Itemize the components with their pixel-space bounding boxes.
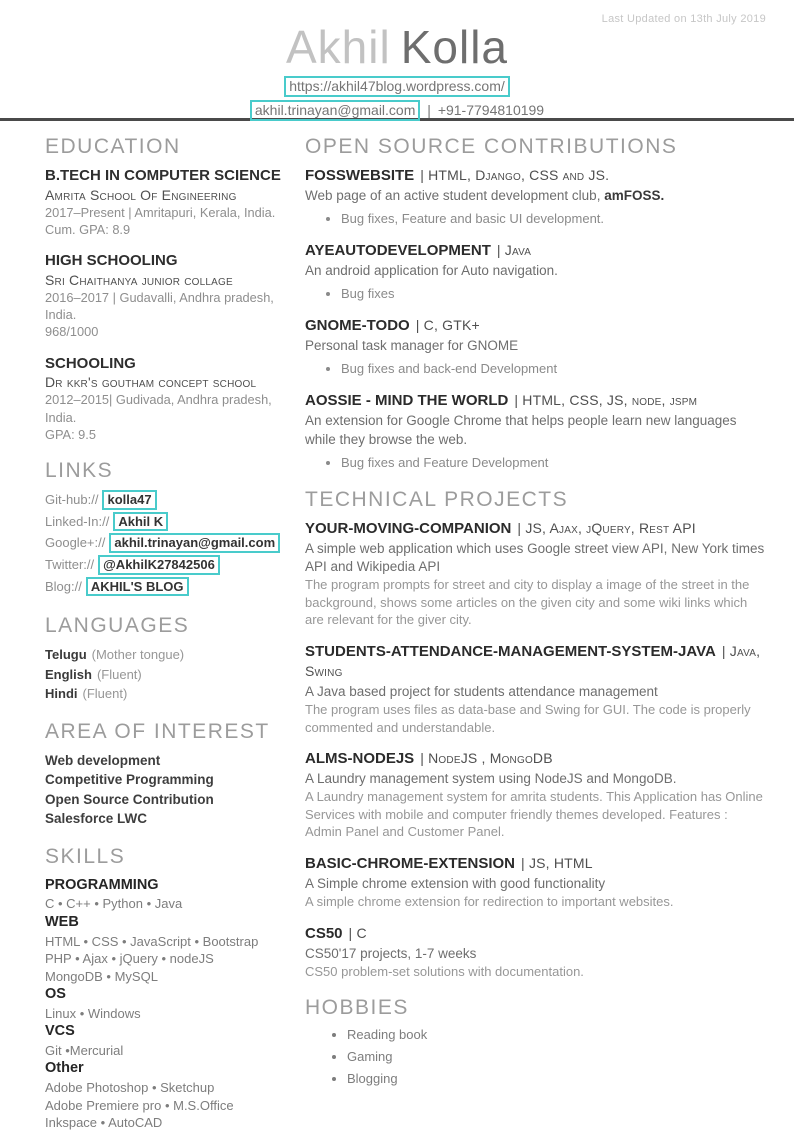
skill-line: Git •Mercurial — [45, 1042, 124, 1058]
project-description: A Java based project for students attendance management — [305, 683, 658, 699]
open-source-heading: OPEN SOURCE CONTRIBUTIONS — [305, 135, 678, 158]
skill-line: Adobe Photoshop • Sketchup — [45, 1080, 215, 1095]
project-tech: | HTML, Django, CSS and JS. — [420, 167, 610, 183]
bullet-item: • Bug fixes — [341, 286, 766, 303]
education-score: Cum. GPA: 8.9 — [45, 221, 131, 237]
language-level: (Mother tongue) — [91, 647, 185, 663]
project-bullets — [305, 361, 766, 378]
open-source-entry — [305, 391, 766, 471]
language-level: (Fluent) — [96, 666, 142, 682]
technical-project-entry — [305, 749, 766, 841]
education-entry — [45, 354, 291, 443]
project-title: AOSSIE - MIND THE WORLD — [305, 392, 509, 410]
project-description: An extension for Google Chrome that helps people learn new languages while they browse the web. — [305, 413, 737, 447]
degree-title: SCHOOLING — [45, 354, 136, 372]
project-head — [305, 924, 766, 944]
technical-project-entry — [305, 519, 766, 629]
skill-group-name: PROGRAMMING — [45, 876, 159, 893]
education-meta: 2017–Present | Amritapuri, Kerala, India. — [45, 204, 276, 220]
project-detail: The program uses files as data-base and Swing for GUI. The code is properly commented and understandable. — [305, 701, 751, 735]
skill-group-name: VCS — [45, 1023, 75, 1040]
section-links — [45, 459, 291, 598]
project-head — [305, 854, 766, 874]
project-title: FOSSWEBSITE — [305, 167, 415, 184]
project-tech: | NodeJS , MongoDB — [420, 750, 553, 767]
project-tech: | JS, Ajax, jQuery, Rest API — [517, 519, 696, 536]
project-detail: CS50 problem-set solutions with documentation. — [305, 963, 584, 979]
link-row-googleplus — [45, 533, 291, 555]
project-head — [305, 391, 766, 411]
hobbies-heading: HOBBIES — [305, 996, 409, 1020]
project-head — [305, 519, 766, 539]
section-skills — [45, 845, 291, 1132]
right-column — [305, 135, 766, 1148]
project-title: YOUR-MOVING-COMPANION — [305, 519, 512, 537]
header — [0, 0, 794, 118]
project-description: A Laundry management system using NodeJS and MongoDB. — [305, 771, 677, 787]
bullet-item: • Bug fixes and Feature Development — [341, 455, 766, 472]
languages-heading: LANGUAGES — [45, 614, 190, 638]
open-source-entry — [305, 241, 766, 303]
skill-line: HTML • CSS • JavaScript • Bootstrap — [45, 933, 259, 949]
interest-item: Competitive Programming — [45, 772, 214, 788]
project-description: A simple web application which uses Google street view API, New York times API and Wikipedia API — [305, 540, 765, 574]
skill-group-web — [45, 913, 291, 985]
project-detail: A Laundry management system for amrita students. This Application has Online Services with mobile and computer friendly themes developed. Features : Admin Panel and Customer Panel. — [305, 789, 763, 840]
project-tech: | Java, Swing — [305, 642, 761, 679]
linkedin-link[interactable]: Akhil K — [113, 512, 168, 532]
link-row-twitter — [45, 555, 291, 577]
project-head — [305, 749, 766, 769]
skill-group-name: WEB — [45, 914, 79, 931]
link-label: Twitter:// — [45, 556, 95, 572]
degree-title: HIGH SCHOOLING — [45, 252, 178, 270]
project-title: AYEAUTODEVELOPMENT — [305, 242, 491, 260]
hobby-list — [305, 1027, 766, 1088]
language-name: Hindi — [45, 686, 78, 702]
section-hobbies — [305, 996, 766, 1088]
skill-group-name: OS — [45, 986, 66, 1003]
project-tech: | C, GTK+ — [415, 317, 480, 334]
twitter-link[interactable]: @AkhilK27842506 — [98, 555, 220, 575]
contact-email-row — [0, 100, 794, 121]
link-label: Blog:// — [45, 578, 82, 594]
link-row-blog — [45, 577, 291, 599]
project-title: GNOME-TODO — [305, 317, 410, 335]
project-tech: | C — [348, 924, 367, 941]
description-text: Web page of an active student development club, — [305, 188, 605, 203]
interest-item: Web development — [45, 752, 161, 768]
interest-item: Salesforce LWC — [45, 811, 148, 827]
section-technical-projects — [305, 488, 766, 981]
technical-project-entry — [305, 924, 766, 981]
bullet-item: • Bug fixes, Feature and basic UI development. — [341, 211, 766, 228]
project-description: A Simple chrome extension with good functionality — [305, 875, 606, 891]
description-bold: amFOSS. — [604, 188, 665, 203]
education-entry — [45, 251, 291, 340]
education-score: 968/1000 — [45, 324, 99, 340]
project-head — [305, 316, 766, 336]
education-entry — [45, 166, 291, 238]
skill-group-name: Other — [45, 1060, 84, 1077]
hobby-item: • Blogging — [347, 1071, 766, 1088]
skill-line: PHP • Ajax • jQuery • nodeJS — [45, 951, 214, 967]
technical-project-entry — [305, 642, 766, 736]
institution-name: Dr kkr's goutham concept school — [45, 374, 257, 391]
project-head — [305, 642, 766, 682]
open-source-entry — [305, 316, 766, 378]
education-heading: EDUCATION — [45, 135, 181, 158]
last-name: Kolla — [400, 21, 508, 73]
interests-heading: AREA OF INTEREST — [45, 719, 270, 743]
education-meta: 2016–2017 | Gudavalli, Andhra pradesh, India. — [45, 289, 274, 323]
skill-line: MongoDB • MySQL — [45, 968, 158, 984]
language-row — [45, 645, 291, 665]
website-link[interactable]: https://akhil47blog.wordpress.com/ — [284, 76, 510, 97]
degree-title: B.TECH IN COMPUTER SCIENCE — [45, 167, 281, 184]
project-tech: | HTML, CSS, JS, node, jspm — [514, 392, 698, 409]
education-score: GPA: 9.5 — [45, 426, 96, 442]
hobby-item: • Reading book — [347, 1027, 766, 1044]
github-link[interactable]: kolla47 — [102, 490, 156, 510]
bullet-item: • Bug fixes and back-end Development — [341, 361, 766, 378]
interest-item: Open Source Contribution — [45, 791, 214, 807]
skill-line: Adobe Premiere pro • M.S.Office — [45, 1097, 234, 1113]
language-level: (Fluent) — [82, 686, 128, 702]
education-meta: 2012–2015| Gudivada, Andhra pradesh, India. — [45, 392, 272, 425]
institution-name: Sri Chaithanya junior collage — [45, 271, 233, 288]
contact-website-row — [0, 76, 794, 97]
link-label: Google+:// — [45, 535, 106, 551]
skills-heading: SKILLS — [45, 844, 126, 868]
blog-link[interactable]: AKHIL'S BLOG — [86, 577, 189, 597]
section-education — [45, 135, 291, 443]
skill-line: C • C++ • Python • Java — [45, 896, 183, 912]
institution-name: Amrita School Of Engineering — [45, 186, 237, 203]
link-label: Linked-In:// — [45, 513, 110, 529]
contact-separator: | — [427, 101, 431, 118]
language-name: Telugu — [45, 647, 87, 663]
project-description: Personal task manager for GNOME — [305, 338, 519, 354]
project-description — [305, 187, 766, 205]
project-tech: | JS, HTML — [521, 854, 593, 871]
technical-project-entry — [305, 854, 766, 911]
project-bullets — [305, 455, 766, 472]
open-source-entry — [305, 166, 766, 228]
phone-number: +91-7794810199 — [437, 101, 545, 118]
link-row-linkedin — [45, 512, 291, 534]
link-row-github — [45, 490, 291, 512]
project-bullets — [305, 286, 766, 303]
project-head — [305, 166, 766, 186]
section-languages — [45, 614, 291, 704]
section-interests — [45, 720, 291, 829]
project-detail: The program prompts for street and city to display a image of the street in the background, shows some articles on the given city and some wiki links which are relevant for the giver city. — [305, 577, 750, 628]
last-updated-label: Last Updated on 13th July 2019 — [601, 13, 766, 25]
project-title: CS50 — [305, 924, 343, 942]
skill-line: Linux • Windows — [45, 1005, 141, 1021]
skill-group-programming — [45, 876, 291, 913]
links-heading: LINKS — [45, 459, 114, 483]
email-link[interactable]: akhil.trinayan@gmail.com — [250, 100, 421, 121]
project-title: ALMS-NODEJS — [305, 750, 415, 768]
project-head — [305, 241, 766, 261]
technical-projects-heading: TECHNICAL PROJECTS — [305, 487, 569, 511]
language-name: English — [45, 666, 92, 682]
hobby-item: • Gaming — [347, 1049, 766, 1066]
section-open-source — [305, 135, 766, 472]
skill-line: Inkspace • AutoCAD — [45, 1115, 163, 1131]
language-row — [45, 665, 291, 685]
project-title: STUDENTS-ATTENDANCE-MANAGEMENT-SYSTEM-JAVA — [305, 642, 716, 660]
skill-group-other — [45, 1059, 291, 1131]
skill-group-os — [45, 985, 291, 1022]
left-column — [45, 135, 291, 1148]
language-row — [45, 684, 291, 704]
googleplus-link[interactable]: akhil.trinayan@gmail.com — [109, 533, 280, 553]
page-title — [0, 0, 794, 73]
first-name: Akhil — [285, 21, 391, 73]
project-title: BASIC-CHROME-EXTENSION — [305, 854, 516, 872]
link-label: Git-hub:// — [45, 492, 99, 508]
content-columns — [0, 121, 794, 1148]
project-tech: | Java — [496, 242, 532, 259]
project-description: CS50'17 projects, 1-7 weeks — [305, 945, 477, 961]
project-bullets — [305, 211, 766, 228]
project-description: An android application for Auto navigation. — [305, 263, 558, 279]
project-detail: A simple chrome extension for redirection to important websites. — [305, 894, 674, 910]
